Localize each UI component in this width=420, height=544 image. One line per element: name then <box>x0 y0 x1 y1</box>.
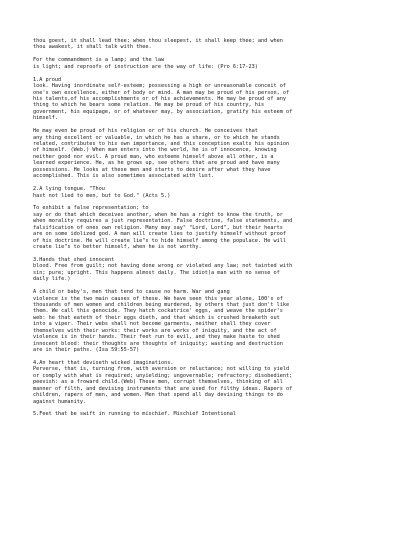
text-line: into a viper. Their webs shall not become garments, neither shall they cover <box>33 321 271 328</box>
text-line: them. We call this genocide. They hatch cockatrice' eggs, and weave the spider's <box>33 308 283 315</box>
text-line: say or do that which deceives another, when he has a right to know the truth, or <box>33 211 283 218</box>
text-line: For the commandment is a lamp; and the law <box>33 57 165 64</box>
text-line: related, contributes to his own importance, and this conception exalts his opinion <box>33 141 290 147</box>
text-line: is light; and reproofs of instruction are the way of life: (Pro 6:17-23) <box>33 63 258 70</box>
text-line: web: he that eateth of their eggs dieth, and that which is crushed breaketh out <box>33 314 280 321</box>
text-line: Perverse, that is, turning from, with aversion or reluctance; not willing to yield <box>33 366 290 373</box>
text-line: violence is in their hands. Their feet run to evil, and they make haste to shed <box>33 334 280 341</box>
text-line: blood. Free from guilt; not having done wrong or violated any law; not tainted with <box>33 263 293 270</box>
text-line: create lie"s to better himself, when he is not worthy. <box>33 244 202 250</box>
text-line: himself. <box>33 115 58 122</box>
text-line: accomplished. This is also sometimes associated with lust. <box>33 173 215 180</box>
text-line: any thing excellent or valuable, in which he has a share, or to which he stands <box>33 134 280 141</box>
text-line: thou awakest, it shall talk with thee. <box>33 44 152 51</box>
text-line: government, his equipage, or of whatever may, by association, gratify his esteem of <box>33 108 293 115</box>
text-line: one's own excellence, either of body or mind. A man may be proud of his person, of <box>33 89 290 96</box>
text-line: 3.Hands that shed innocent <box>33 256 115 263</box>
text-line: He may even be proud of his religion or of his church. He conceives that <box>33 128 258 135</box>
text-line: peevish: as a froward child.(Web) These men, corrupt themselves, thinking of all <box>33 379 283 386</box>
text-line: violence is the two main causes of these. We have seen this year alone, 100's of <box>33 295 283 302</box>
text-line: innocent blood: their thoughts are thoughts of iniquity; wasting and destruction <box>33 340 283 347</box>
text-line: children, rapers of men, and women. Men that spend all day devising things to do <box>33 392 283 399</box>
text-line: hast not lied to men, but to God." (Acts 5.) <box>33 192 171 199</box>
text-line: thing to which he bears some relation. He may be proud of his country, his <box>33 102 265 109</box>
text-line: 5.Feet that be swift in running to mischief. Mischief Intentional <box>33 411 237 418</box>
text-line: falsification of ones own religion. Many may say" "Lord, Lord", but their hearts <box>33 224 283 231</box>
text-line: To exhibit a false representation; to <box>33 205 149 212</box>
text-line: sin; pure; upright. This happens almost daily. The idiot(a man with no sense of <box>33 269 280 276</box>
text-line: 1.A proud <box>33 76 62 83</box>
text-line: A child or baby's, men that tend to cause no harm. War and gang <box>33 289 230 296</box>
text-line: of his doctrine. He will create lie"s to hide himself among the populace. He will <box>33 237 286 244</box>
text-line: learned experience. He, as he grows up, see others that are proud and have many <box>33 160 280 167</box>
text-line: are on some idolized god. A man will create lies to justify himself without proof <box>33 231 286 238</box>
text-line: when morality requires a just representation. False doctrine, false statements, and <box>33 218 293 225</box>
text-line: or comply with what is required; unyielding; ungovernable; refractory; disobedient; <box>33 372 293 379</box>
text-line: neither good nor evil. A proud man, who esteems himself above all other, is a <box>33 153 274 160</box>
text-line: are in their paths. (Isa 59:55-57) <box>33 347 140 353</box>
text-line: of himself. (Web.) When man enters into the world, he is of innocence, knowing <box>33 147 277 154</box>
text-line: possessions. He looks at these men and starts to desire after what they have <box>33 166 271 173</box>
text-line: thou goest, it shall lead thee; when thou sleepest, it shall keep thee; and when <box>33 38 283 44</box>
text-line: daily life.) <box>33 276 71 283</box>
text-line: against humanity. <box>33 398 87 405</box>
text-line: look. Having inordinate self-esteem; possessing a high or unreasonable conceit of <box>33 83 286 90</box>
text-line: thousands of men women and children being murdered, by others that just don't like <box>33 301 290 308</box>
text-line: 4.An heart that deviseth wicked imaginations. <box>33 359 174 366</box>
text-line: manner of filth, and devising instruments that are used for filthy ideas. Rapers of <box>33 385 293 392</box>
text-line: his talents,of his accomplishments or of his achievements. He may be proud of any <box>33 95 286 102</box>
text-line: themselves with their works: their works are works of iniquity, and the act of <box>33 327 277 334</box>
text-line: 2.A lying tongue. "Thou <box>33 186 105 193</box>
